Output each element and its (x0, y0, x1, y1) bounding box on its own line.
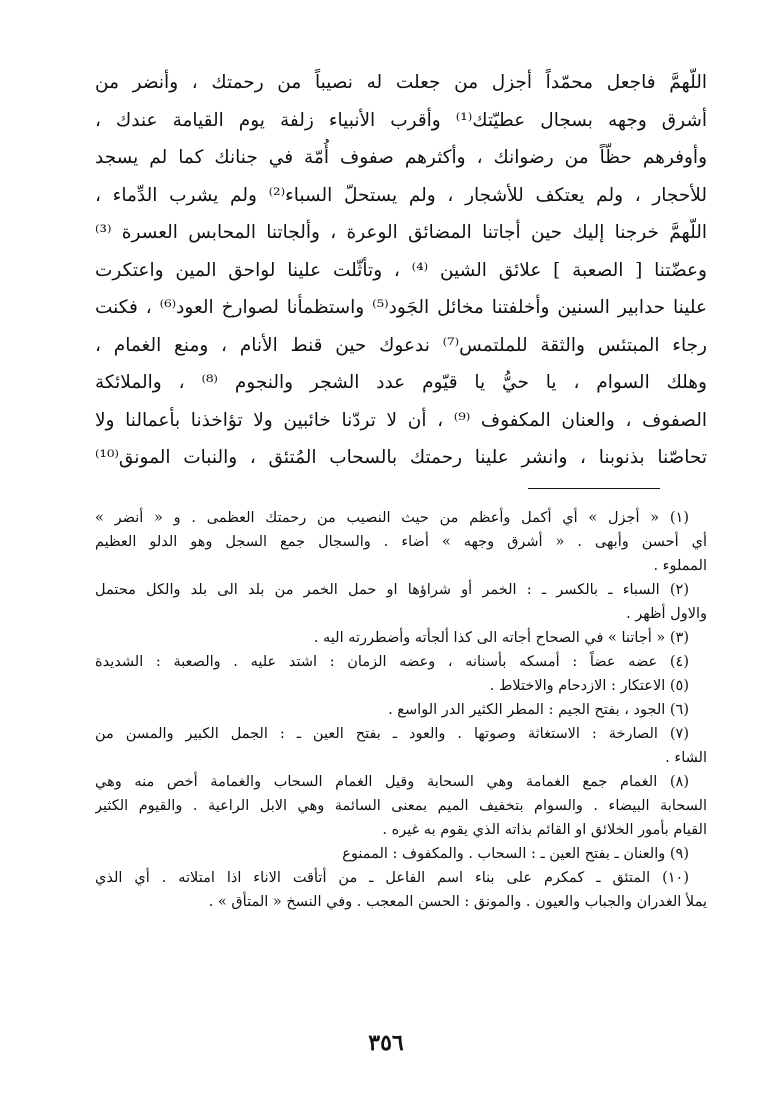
page-number: ٣٥٦ (368, 1030, 404, 1056)
footnote-line: أي أحسن وأبهى . « أشرق وجهه » أضاء . والسجال جمع السجل وهو الدلو العظيم (95, 534, 707, 550)
footnote-line: (٧) الصارخة : الاستغاثة وصوتها . والعود ـ بفتح العين ـ : الجمل الكبير والمسن من (95, 726, 689, 742)
main-text-line: تحاصّنا بذنوبنا ، وانشر علينا رحمتك بالسحاب المُتئق ، والنبات المونق⁽¹⁰⁾ (95, 447, 707, 468)
footnote-line: (٦) الجود ، بفتح الجيم : المطر الكثير الدر الواسع . (388, 702, 689, 718)
footnote-line: الشاء . (665, 750, 707, 766)
footnote-line: (١٠) المتئق ـ كمكرم على بناء اسم الفاعل ـ من أتأقت الاناء اذا امتلاته . أي الذي (95, 870, 689, 886)
footnote-line: (٤) عضه عضاً : أمسكه بأسنانه ، وعضه الزمان : اشتد عليه . والصعبة : الشديدة (95, 654, 689, 670)
footnote-line: (٨) الغمام جمع الغمامة وهي السحابة وقيل الغمام السحاب والغمامة أخص منه وهي (95, 774, 689, 790)
footnote-line: السحابة البيضاء . والسوام بتخفيف الميم بمعنى السائمة وهي الابل الراعية . والقيوم الكثير (95, 798, 707, 814)
footnote-separator (528, 488, 660, 489)
footnote-line: القيام بأمور الخلائق او القائم بذاته الذي يقوم به غيره . (382, 822, 707, 838)
footnote-line: يملأ الغدران والجباب والعيون . والمونق : الحسن المعجب . وفي النسخ « المتأق » . (208, 894, 707, 910)
footnote-line: (٣) « أجاتنا » في الصحاح أجاته الى كذا ألجأته وأضطررته اليه . (313, 630, 689, 646)
main-text-line: اللّهمَّ فاجعل محمّداً أجزل من جعلت له نصيباً من رحمتك ، وأنضر من (95, 72, 707, 93)
main-text-line: للأحجار ، ولم يعتكف للأشجار ، ولم يستحلّ السباء⁽²⁾ ولم يشرب الدِّماء ، (95, 184, 707, 206)
main-text-block (95, 64, 707, 477)
footnote-line: والاول أظهر . (626, 606, 707, 622)
main-text-line: أشرق وجهه بسجال عطيّتك⁽¹⁾ وأقرب الأنبياء زلفة يوم القيامة عندك ، (95, 109, 707, 131)
footnote-line: (٢) السباء ـ بالكسر ـ : الخمر أو شراؤها او حمل الخمر من بلد الى بلد والكل محتمل (95, 582, 690, 598)
main-text-line: اللّهمَّ خرجنا إليك حين أجاتنا المضائق الوعرة ، وألجاتنا المحابس العسرة ⁽³⁾ (95, 222, 707, 243)
footnote-line: (١) « أجزل » أي أكمل وأعظم من حيث النصيب من رحمتك العظمى . و « أنضر » (95, 510, 689, 526)
footnotes-block (95, 506, 707, 914)
main-text-line: وأوفرهم حظّاً من رضوانك ، وأكثرهم صفوف أُمّة في جنانك كما لم يسجد (95, 147, 707, 168)
footnote-line: المملوء . (653, 558, 707, 574)
main-text-line: وعضّتنا [ الصعبة ] علائق الشين ⁽⁴⁾ ، وتأثّلت علينا لواحق المين واعتكرت (95, 259, 707, 281)
main-text-line: رجاء المبتئس والثقة للملتمس⁽⁷⁾ ندعوك حين قنط الأنام ، ومنع الغمام ، (95, 334, 707, 356)
footnote-line: (٩) والعنان ـ بفتح العين ـ : السحاب . والمكفوف : الممنوع (342, 846, 689, 862)
footnote-line: (٥) الاعتكار : الازدحام والاختلاط . (489, 678, 689, 694)
main-text-line: الصفوف ، والعنان المكفوف ⁽⁹⁾ ، أن لا تردّنا خائبين ولا تؤاخذنا بأعمالنا ولا (95, 409, 707, 431)
main-text-line: علينا حدابير السنين وأخلفتنا مخائل الجَود⁽⁵⁾ واستظمأنا لصوارخ العود⁽⁶⁾ ، فكنت (95, 297, 707, 318)
main-text-line: وهلك السوام ، يا حيُّ يا قيّوم عدد الشجر والنجوم ⁽⁸⁾ ، والملائكة (95, 372, 707, 393)
